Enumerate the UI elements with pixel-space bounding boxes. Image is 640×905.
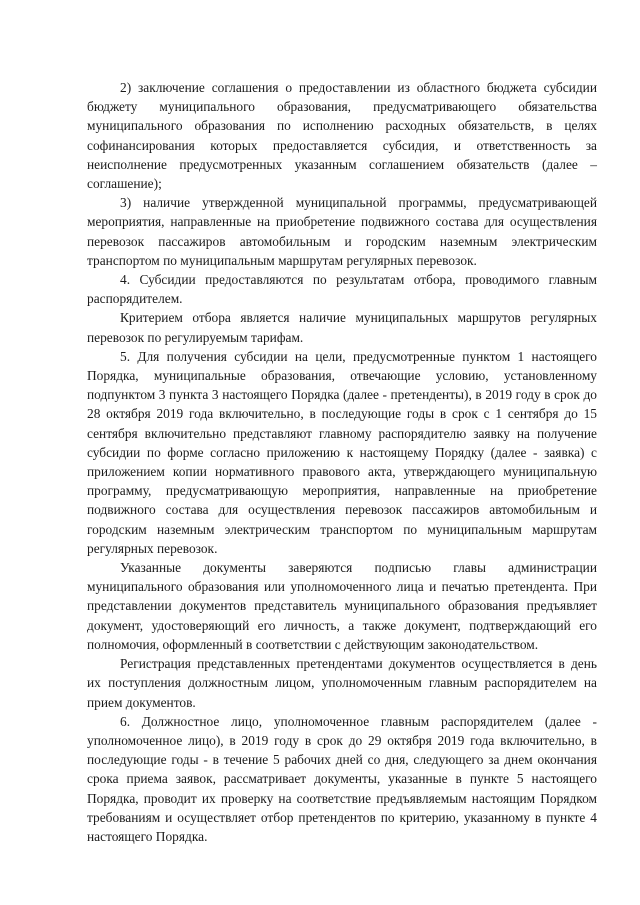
paragraph-item-6: 6. Должностное лицо, уполномоченное главным распорядителем (далее - уполномоченное лицо), в 2019 году в срок до 29 октября 2019 года включительно, в последующие годы - в течение 5 рабочих дней со дня, следующего за днем окончания срока приема заявок, рассматривает документы, указанные в пункте 5 настоящего Порядка, проводит их проверку на соответствие предъявляемым настоящим Порядком требованиям и осуществляет отбор претендентов по критерию, указанному в пункте 4 настоящего Порядка. [87, 713, 597, 844]
paragraph-subsidy-agreement: 2) заключение соглашения о предоставлении из областного бюджета субсидии бюджету муниципального образования, предусматривающего обязательства муниципального образования по исполнению расходных обязательств, в целях софинансирования которых предоставляется субсидия, и ответственность за неисполнение предусмотренных указанным соглашением обязательств (далее – соглашение); [87, 80, 597, 192]
paragraph-selection-criterion: Критерием отбора является наличие муниципальных маршрутов регулярных перевозок по регулируемым тарифам. [87, 310, 597, 345]
paragraph-document-certification: Указанные документы заверяются подписью главы администрации муниципального образования или уполномоченного лица и печатью претендента. При представлении документов представитель муниципального образования предъявляет документ, удостоверяющий его личность, а также документ, подтверждающий его полномочия, оформленный в соответствии с действующим законодательством. [87, 560, 597, 652]
document-page [87, 78, 597, 846]
paragraph-item-4: 4. Субсидии предоставляются по результатам отбора, проводимого главным распорядителем. [87, 272, 597, 307]
paragraph-municipal-program: 3) наличие утвержденной муниципальной программы, предусматривающей мероприятия, направленные на приобретение подвижного состава для осуществления перевозок пассажиров автомобильным и городским наземным электрическим транспортом по муниципальным маршрутам регулярных перевозок. [87, 195, 597, 268]
paragraph-item-5: 5. Для получения субсидии на цели, предусмотренные пунктом 1 настоящего Порядка, муниципальные образования, отвечающие условию, установленному подпунктом 3 пункта 3 настоящего Порядка (далее - претенденты), в 2019 году в срок до 28 октября 2019 года включительно, в последующие годы в срок с 1 сентября до 15 сентября включительно представляют главному распорядителю заявку на получение субсидии по форме согласно приложению к настоящему Порядку (далее - заявка) с приложением копии нормативного правового акта, утверждающего муниципальную программу, предусматривающую мероприятия, направленные на приобретение подвижного состава для осуществления перевозок пассажиров автомобильным и городским наземным электрическим транспортом по муниципальным маршрутам регулярных перевозок. [87, 348, 597, 556]
paragraph-registration: Регистрация представленных претендентами документов осуществляется в день их поступления должностным лицом, уполномоченным главным распорядителем на прием документов. [87, 656, 597, 710]
